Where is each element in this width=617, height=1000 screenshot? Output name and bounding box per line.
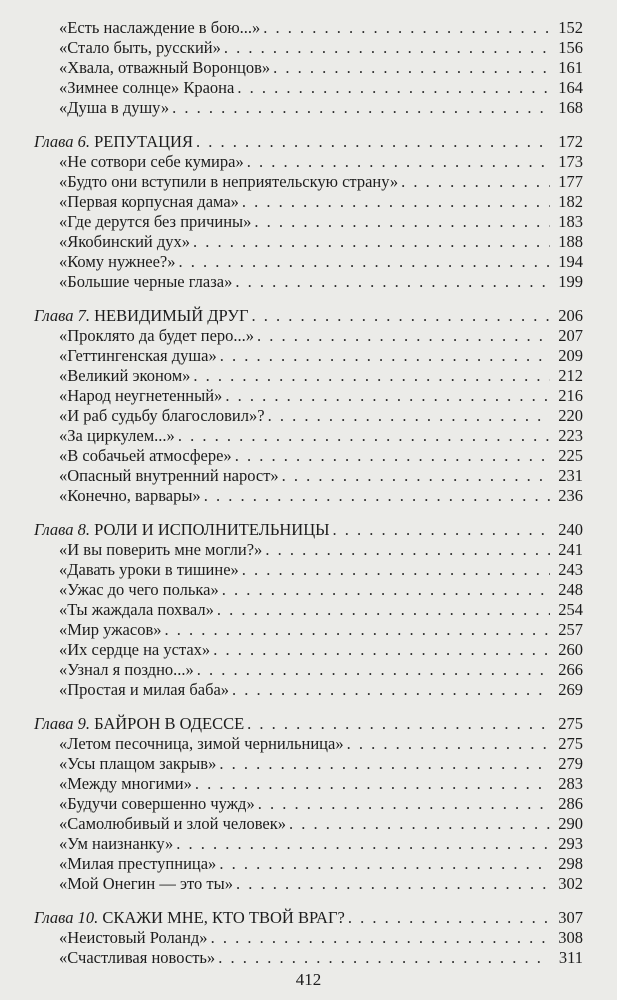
- entry-title: «Усы плащом закрыв»: [59, 754, 217, 773]
- dot-leader: [219, 754, 550, 774]
- dot-leader: [225, 386, 550, 406]
- dot-leader: [401, 172, 550, 192]
- toc-chapter-entry: [34, 306, 583, 326]
- entry-page-number: 161: [558, 58, 583, 77]
- toc-entry: [34, 386, 583, 406]
- entry-page-number: 236: [558, 486, 583, 505]
- dot-leader: [242, 192, 550, 212]
- toc-entry: [34, 152, 583, 172]
- toc-entry: [34, 834, 583, 854]
- toc-entry: [34, 486, 583, 506]
- dot-leader: [195, 774, 550, 794]
- entry-page-number: 194: [558, 252, 583, 271]
- dot-leader: [235, 446, 550, 466]
- entry-title: [34, 908, 345, 928]
- toc-entry: [34, 680, 583, 700]
- toc-entry: [34, 326, 583, 346]
- chapter-label: Глава 6.: [34, 132, 90, 151]
- entry-page-number: 308: [558, 928, 583, 947]
- toc-entry: [34, 366, 583, 386]
- entry-page-number: 283: [558, 774, 583, 793]
- entry-page-number: 183: [558, 212, 583, 231]
- dot-leader: [217, 600, 550, 620]
- toc-entry: [34, 874, 583, 894]
- toc-entry: [34, 734, 583, 754]
- dot-leader: [204, 486, 550, 506]
- entry-title: «Не сотвори себе кумира»: [59, 152, 244, 171]
- entry-page-number: 311: [558, 948, 583, 967]
- toc-entry: [34, 406, 583, 426]
- entry-title: «Стало быть, русский»: [59, 38, 221, 57]
- entry-title: «Опасный внутренний нарост»: [59, 466, 279, 485]
- entry-title: «Великий эконом»: [59, 366, 191, 385]
- dot-leader: [265, 540, 550, 560]
- toc-chapter-entry: [34, 714, 583, 734]
- dot-leader: [282, 466, 550, 486]
- toc-entry: [34, 212, 583, 232]
- entry-title: «Ужас до чего полька»: [59, 580, 219, 599]
- dot-leader: [176, 834, 550, 854]
- toc-entry: [34, 446, 583, 466]
- entry-page-number: 275: [558, 734, 583, 753]
- entry-page-number: 293: [558, 834, 583, 853]
- table-of-contents: [34, 18, 583, 968]
- dot-leader: [347, 734, 550, 754]
- entry-page-number: 298: [558, 854, 583, 873]
- entry-page-number: 156: [558, 38, 583, 57]
- dot-leader: [178, 426, 550, 446]
- entry-page-number: 209: [558, 346, 583, 365]
- toc-chapter-entry: [34, 132, 583, 152]
- entry-title: «Будучи совершенно чужд»: [59, 794, 255, 813]
- toc-entry: [34, 640, 583, 660]
- chapter-label: Глава 8.: [34, 520, 90, 539]
- entry-title: «И раб судьбу благословил»?: [59, 406, 265, 425]
- entry-page-number: 269: [558, 680, 583, 699]
- dot-leader: [333, 520, 550, 540]
- toc-entry: [34, 272, 583, 292]
- dot-leader: [218, 948, 550, 968]
- dot-leader: [257, 326, 550, 346]
- toc-entry: [34, 600, 583, 620]
- toc-entry: [34, 426, 583, 446]
- dot-leader: [237, 78, 550, 98]
- entry-page-number: 177: [558, 172, 583, 191]
- dot-leader: [197, 660, 550, 680]
- entry-page-number: 302: [558, 874, 583, 893]
- toc-entry: [34, 660, 583, 680]
- dot-leader: [193, 232, 550, 252]
- entry-title: «Их сердце на устах»: [59, 640, 211, 659]
- entry-title: «Первая корпусная дама»: [59, 192, 239, 211]
- dot-leader: [235, 272, 550, 292]
- dot-leader: [242, 560, 550, 580]
- entry-title: «Душа в душу»: [59, 98, 170, 117]
- toc-entry: [34, 754, 583, 774]
- entry-title: «За циркулем...»: [59, 426, 175, 445]
- toc-entry: [34, 540, 583, 560]
- dot-leader: [193, 366, 550, 386]
- dot-leader: [258, 794, 550, 814]
- entry-page-number: 173: [558, 152, 583, 171]
- dot-leader: [263, 18, 550, 38]
- dot-leader: [172, 98, 550, 118]
- entry-title: «Есть наслаждение в бою...»: [59, 18, 261, 37]
- entry-page-number: 168: [558, 98, 583, 117]
- entry-title: «Самолюбивый и злой человек»: [59, 814, 286, 833]
- chapter-label: Глава 7.: [34, 306, 90, 325]
- entry-page-number: 275: [558, 714, 583, 733]
- entry-title: «Ты жаждала похвал»: [59, 600, 214, 619]
- toc-entry: [34, 38, 583, 58]
- entry-title: «Мой Онегин — это ты»: [59, 874, 233, 893]
- entry-title: «Проклято да будет перо...»: [59, 326, 255, 345]
- dot-leader: [224, 38, 550, 58]
- entry-title: «Геттингенская душа»: [59, 346, 217, 365]
- dot-leader: [247, 152, 550, 172]
- entry-title: «Простая и милая баба»: [59, 680, 230, 699]
- dot-leader: [220, 346, 550, 366]
- entry-page-number: 257: [558, 620, 583, 639]
- entry-page-number: 240: [558, 520, 583, 539]
- entry-page-number: 199: [558, 272, 583, 291]
- toc-entry: [34, 18, 583, 38]
- entry-page-number: 290: [558, 814, 583, 833]
- entry-page-number: 206: [558, 306, 583, 325]
- entry-page-number: 152: [558, 18, 583, 37]
- entry-title: [34, 520, 330, 540]
- toc-chapter-entry: [34, 520, 583, 540]
- chapter-title: РЕПУТАЦИЯ: [94, 132, 193, 151]
- toc-entry: [34, 98, 583, 118]
- entry-title: «Летом песочница, зимой чернильница»: [59, 734, 344, 753]
- entry-title: «Народ неугнетенный»: [59, 386, 223, 405]
- toc-entry: [34, 346, 583, 366]
- entry-title: «Зимнее солнце» Краона: [59, 78, 235, 97]
- toc-entry: [34, 466, 583, 486]
- entry-title: «Большие черные глаза»: [59, 272, 233, 291]
- dot-leader: [165, 620, 551, 640]
- toc-entry: [34, 580, 583, 600]
- entry-title: «В собачьей атмосфере»: [59, 446, 232, 465]
- toc-entry: [34, 854, 583, 874]
- chapter-title: НЕВИДИМЫЙ ДРУГ: [94, 306, 249, 325]
- entry-page-number: 216: [558, 386, 583, 405]
- entry-title: [34, 714, 244, 734]
- entry-title: «Мир ужасов»: [59, 620, 162, 639]
- entry-title: [34, 306, 249, 326]
- page-number: 412: [295, 970, 322, 989]
- dot-leader: [348, 908, 550, 928]
- dot-leader: [254, 212, 550, 232]
- toc-entry: [34, 252, 583, 272]
- dot-leader: [219, 854, 550, 874]
- entry-page-number: 223: [558, 426, 583, 445]
- toc-entry: [34, 192, 583, 212]
- entry-title: «Между многими»: [59, 774, 192, 793]
- toc-entry: [34, 58, 583, 78]
- chapter-label: Глава 9.: [34, 714, 90, 733]
- dot-leader: [222, 580, 550, 600]
- entry-page-number: 182: [558, 192, 583, 211]
- entry-title: «Где дерутся без причины»: [59, 212, 252, 231]
- toc-entry: [34, 78, 583, 98]
- dot-leader: [232, 680, 550, 700]
- entry-title: «Кому нужнее?»: [59, 252, 176, 271]
- toc-entry: [34, 774, 583, 794]
- toc-entry: [34, 560, 583, 580]
- entry-title: «И вы поверить мне могли?»: [59, 540, 263, 559]
- entry-title: «Узнал я поздно...»: [59, 660, 194, 679]
- dot-leader: [196, 132, 550, 152]
- toc-entry: [34, 928, 583, 948]
- entry-page-number: 307: [558, 908, 583, 927]
- dot-leader: [247, 714, 550, 734]
- entry-page-number: 243: [558, 560, 583, 579]
- entry-title: «Ум наизнанку»: [59, 834, 174, 853]
- toc-entry: [34, 172, 583, 192]
- entry-page-number: 286: [558, 794, 583, 813]
- entry-page-number: 260: [558, 640, 583, 659]
- dot-leader: [252, 306, 550, 326]
- toc-entry: [34, 620, 583, 640]
- chapter-label: Глава 10.: [34, 908, 99, 927]
- dot-leader: [213, 640, 550, 660]
- entry-page-number: 172: [558, 132, 583, 151]
- entry-title: «Милая преступница»: [59, 854, 217, 873]
- entry-page-number: 231: [558, 466, 583, 485]
- entry-page-number: 220: [558, 406, 583, 425]
- entry-page-number: 188: [558, 232, 583, 251]
- entry-page-number: 248: [558, 580, 583, 599]
- toc-entry: [34, 232, 583, 252]
- dot-leader: [289, 814, 550, 834]
- entry-page-number: 254: [558, 600, 583, 619]
- toc-entry: [34, 948, 583, 968]
- toc-chapter-entry: [34, 908, 583, 928]
- entry-title: «Якобинский дух»: [59, 232, 191, 251]
- entry-title: «Хвала, отважный Воронцов»: [59, 58, 271, 77]
- entry-title: «Неистовый Роланд»: [59, 928, 208, 947]
- entry-title: «Конечно, варвары»: [59, 486, 201, 505]
- entry-page-number: 212: [558, 366, 583, 385]
- entry-title: «Будто они вступили в неприятельскую страну»: [59, 172, 399, 191]
- chapter-title: БАЙРОН В ОДЕССЕ: [94, 714, 245, 733]
- dot-leader: [179, 252, 551, 272]
- dot-leader: [211, 928, 550, 948]
- entry-page-number: 241: [558, 540, 583, 559]
- entry-page-number: 207: [558, 326, 583, 345]
- entry-page-number: 164: [558, 78, 583, 97]
- toc-entry: [34, 814, 583, 834]
- dot-leader: [273, 58, 550, 78]
- entry-page-number: 279: [558, 754, 583, 773]
- chapter-title: СКАЖИ МНЕ, КТО ТВОЙ ВРАГ?: [102, 908, 345, 927]
- entry-page-number: 225: [558, 446, 583, 465]
- entry-title: [34, 132, 193, 152]
- chapter-title: РОЛИ И ИСПОЛНИТЕЛЬНИЦЫ: [94, 520, 330, 539]
- entry-page-number: 266: [558, 660, 583, 679]
- entry-title: «Давать уроки в тишине»: [59, 560, 239, 579]
- dot-leader: [236, 874, 550, 894]
- dot-leader: [268, 406, 550, 426]
- toc-entry: [34, 794, 583, 814]
- entry-title: «Счастливая новость»: [59, 948, 216, 967]
